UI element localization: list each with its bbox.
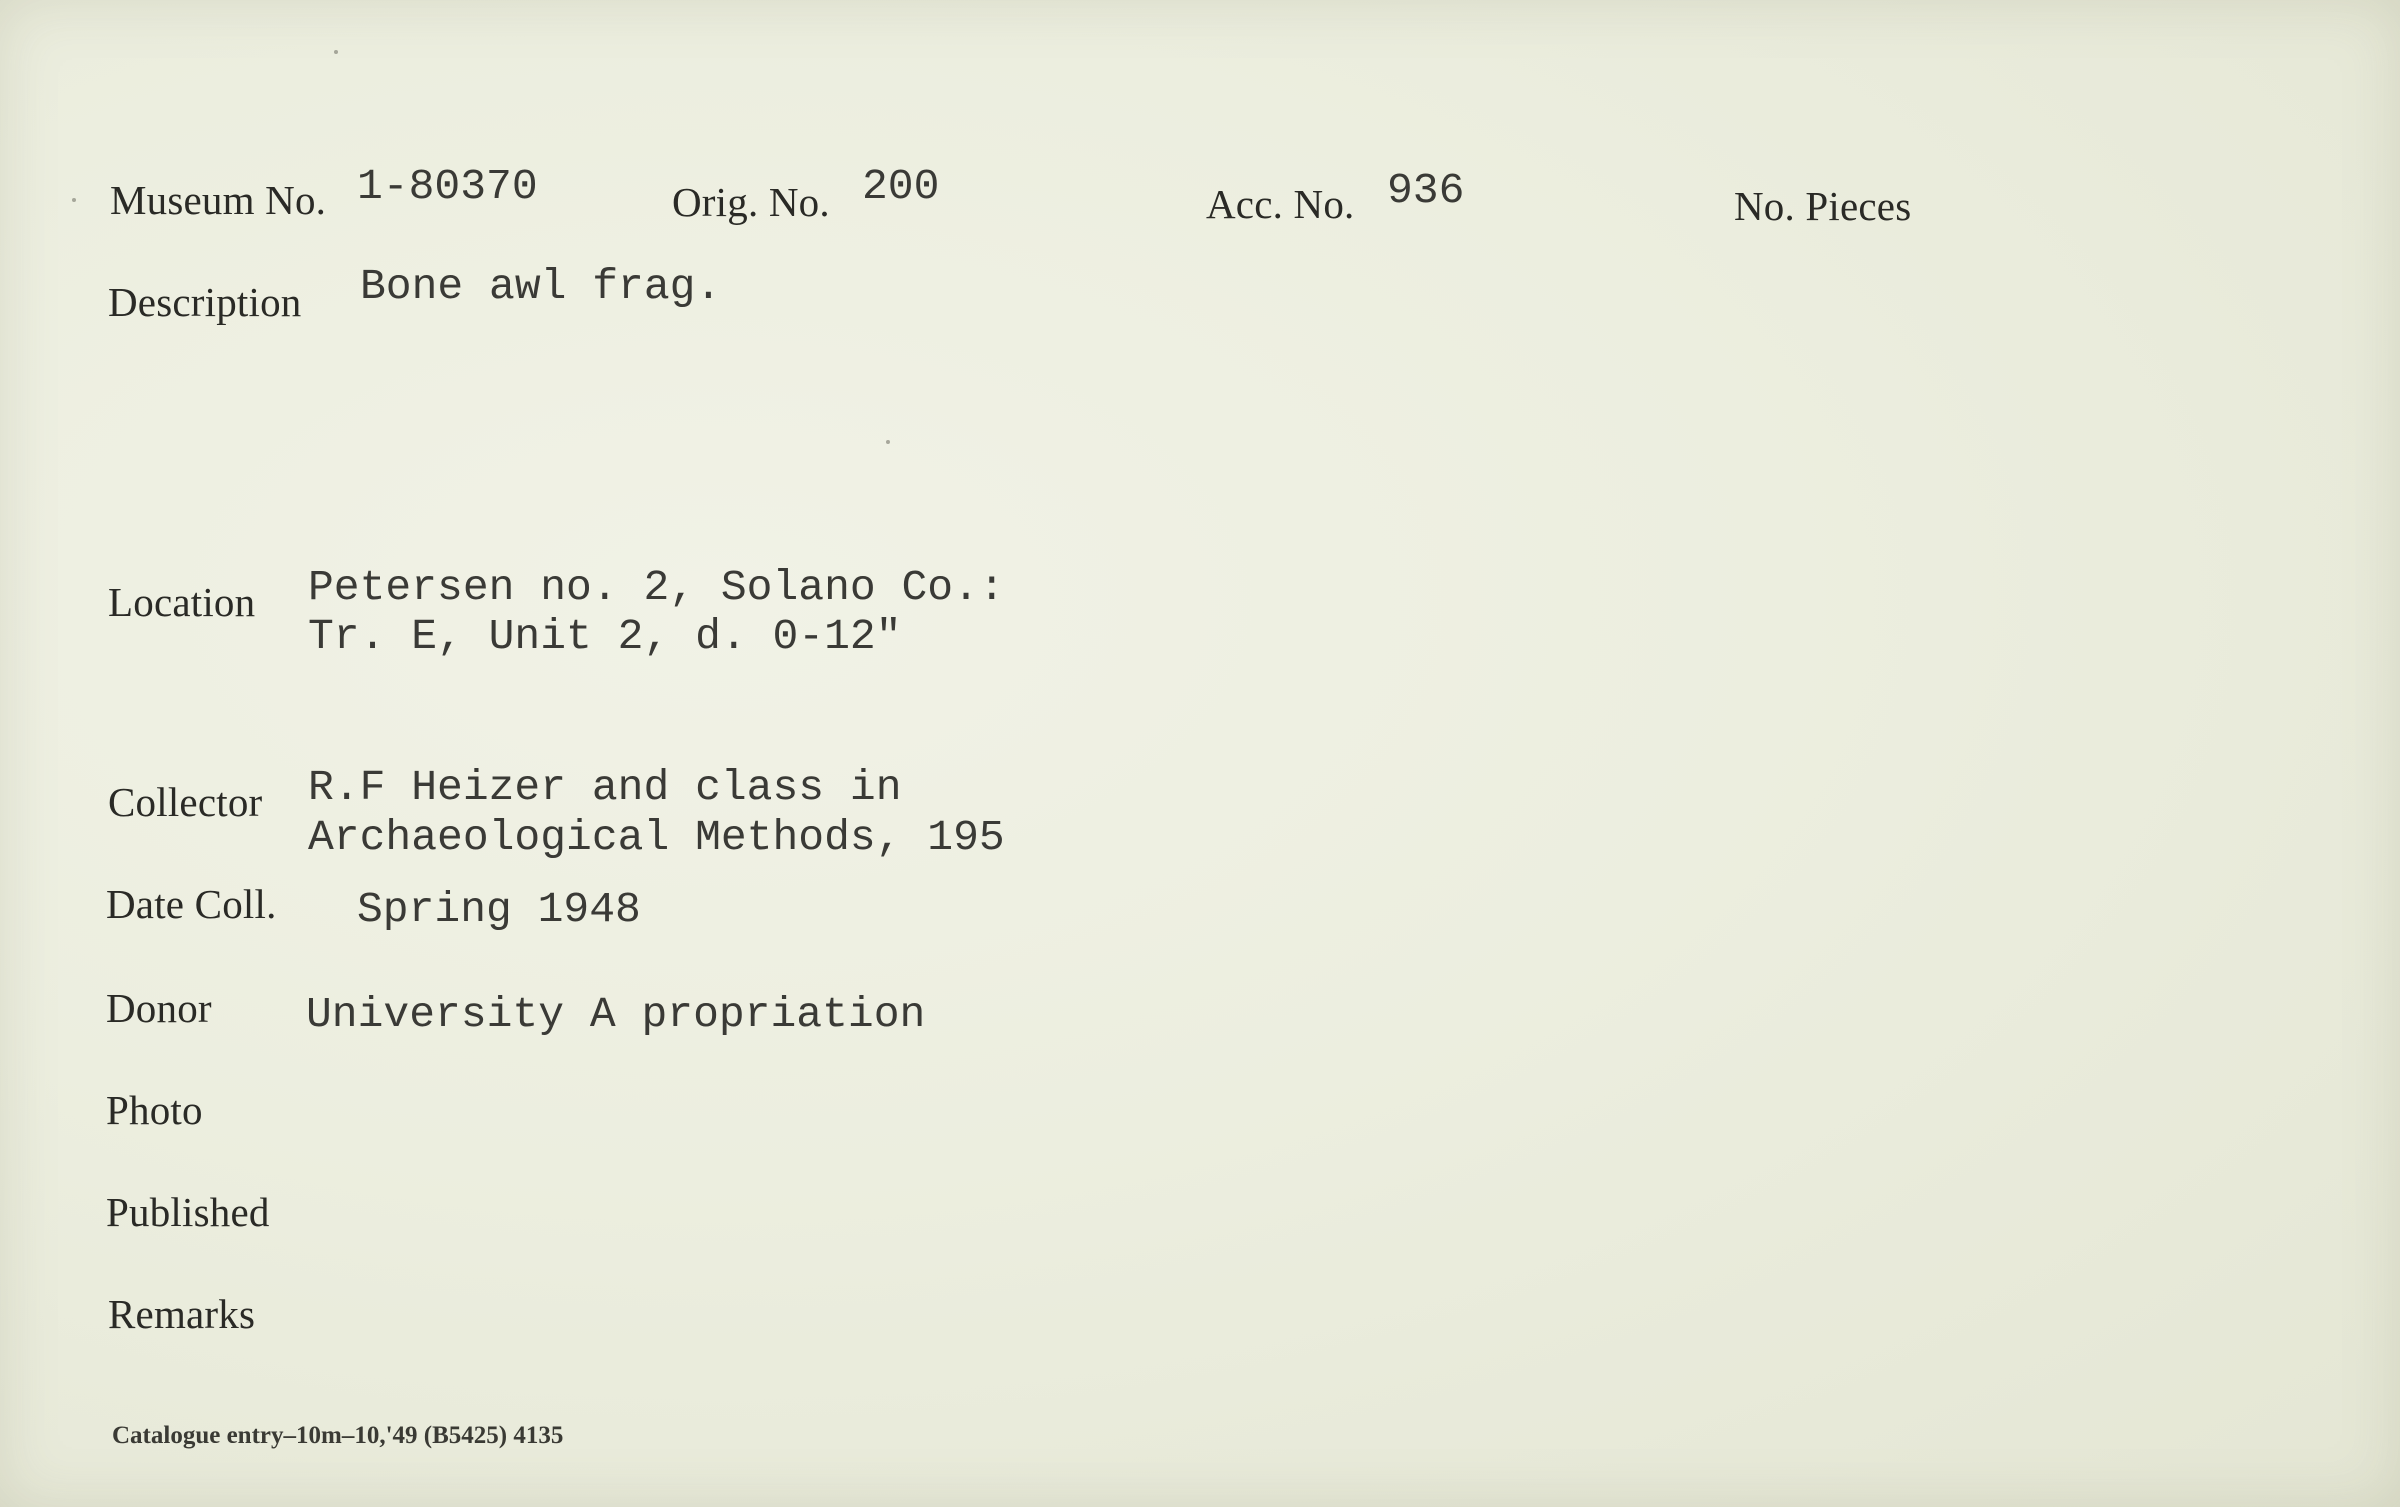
paper-speck bbox=[886, 440, 890, 444]
donor-value: University A propriation bbox=[306, 990, 926, 1039]
catalogue-footer: Catalogue entry–10m–10,'49 (B5425) 4135 bbox=[112, 1422, 564, 1449]
paper-speck bbox=[72, 198, 76, 202]
remarks-label: Remarks bbox=[108, 1291, 256, 1337]
museum-no-label: Museum No. bbox=[110, 177, 327, 223]
donor-label: Donor bbox=[106, 985, 212, 1031]
museum-no-value: 1-80370 bbox=[357, 162, 538, 211]
orig-no-value: 200 bbox=[862, 162, 940, 211]
description-value: Bone awl frag. bbox=[360, 262, 722, 311]
date-coll-value: Spring 1948 bbox=[357, 885, 641, 934]
description-label: Description bbox=[108, 279, 302, 325]
acc-no-label: Acc. No. bbox=[1206, 181, 1355, 227]
photo-label: Photo bbox=[106, 1087, 203, 1133]
collector-value-line2: Archaeological Methods, 195 bbox=[308, 813, 1005, 862]
collector-value-line1: R.F Heizer and class in bbox=[308, 763, 902, 812]
no-pieces-label: No. Pieces bbox=[1734, 183, 1912, 229]
location-value-line1: Petersen no. 2, Solano Co.: bbox=[308, 563, 1005, 612]
location-label: Location bbox=[108, 579, 256, 625]
acc-no-value: 936 bbox=[1387, 166, 1465, 215]
orig-no-label: Orig. No. bbox=[672, 179, 830, 225]
location-value-line2: Tr. E, Unit 2, d. 0-12" bbox=[308, 612, 902, 661]
published-label: Published bbox=[106, 1189, 270, 1235]
collector-label: Collector bbox=[108, 779, 263, 825]
paper-speck bbox=[334, 50, 338, 54]
date-coll-label: Date Coll. bbox=[106, 881, 277, 927]
